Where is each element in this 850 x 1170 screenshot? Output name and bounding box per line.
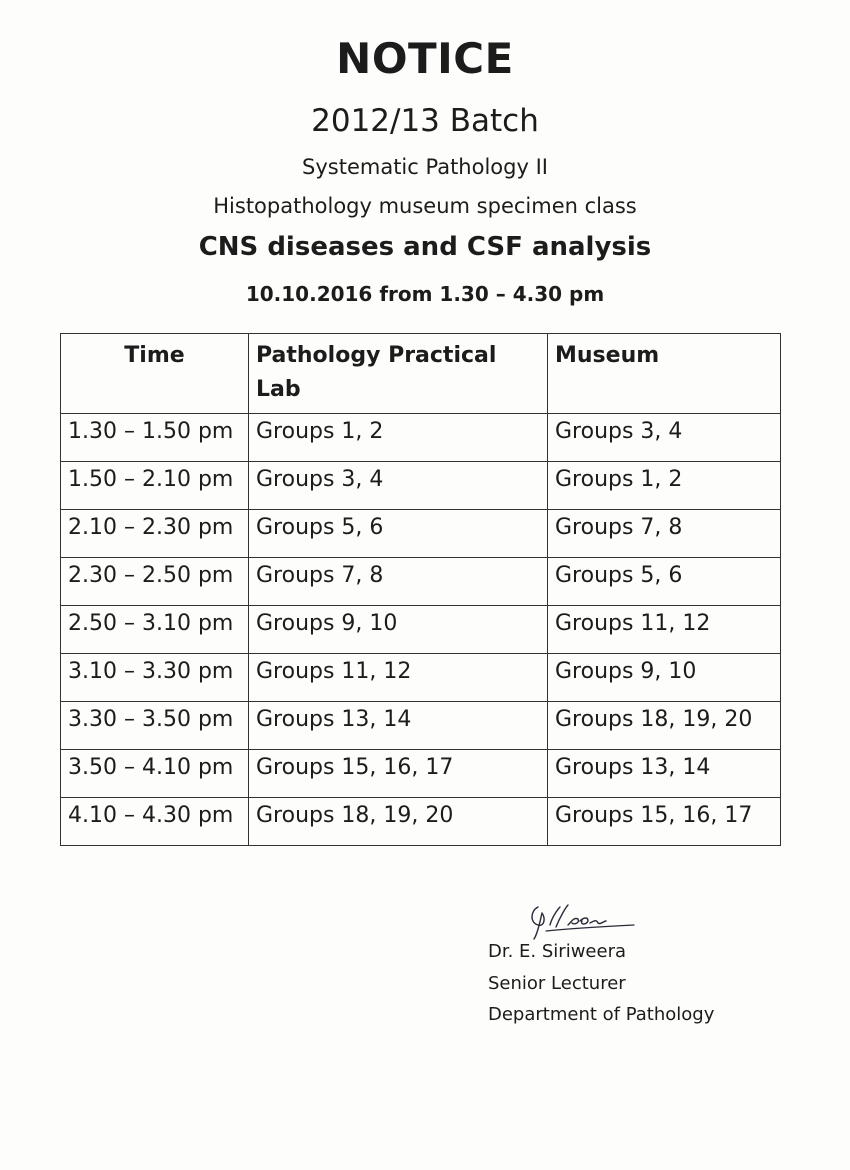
- batch-heading: 2012/13 Batch: [311, 103, 539, 139]
- notice-title: NOTICE: [336, 34, 514, 83]
- time-cell: 3.50 – 4.10 pm: [61, 750, 249, 798]
- museum-groups-cell: Groups 15, 16, 17: [548, 798, 781, 846]
- table-row: [61, 750, 781, 798]
- lab-groups-cell: Groups 13, 14: [249, 702, 548, 750]
- table-row: [61, 798, 781, 846]
- table-row: [61, 510, 781, 558]
- time-cell: 4.10 – 4.30 pm: [61, 798, 249, 846]
- course-name: Systematic Pathology II: [302, 155, 548, 179]
- table-row: [61, 654, 781, 702]
- museum-groups-cell: Groups 5, 6: [548, 558, 781, 606]
- header-practical-lab: Pathology Practical Lab: [249, 334, 548, 414]
- signatory-name: Dr. E. Siriweera: [488, 941, 626, 962]
- table-row: [61, 558, 781, 606]
- table-row: [61, 414, 781, 462]
- lab-groups-cell: Groups 5, 6: [249, 510, 548, 558]
- museum-groups-cell: Groups 11, 12: [548, 606, 781, 654]
- museum-groups-cell: Groups 9, 10: [548, 654, 781, 702]
- lab-groups-cell: Groups 3, 4: [249, 462, 548, 510]
- header-museum: Museum: [548, 334, 781, 414]
- lab-groups-cell: Groups 7, 8: [249, 558, 548, 606]
- handwritten-signature: [516, 895, 636, 945]
- museum-groups-cell: Groups 1, 2: [548, 462, 781, 510]
- time-cell: 3.30 – 3.50 pm: [61, 702, 249, 750]
- schedule-table: [60, 333, 781, 846]
- signatory-department: Department of Pathology: [488, 1004, 715, 1025]
- lab-groups-cell: Groups 15, 16, 17: [249, 750, 548, 798]
- time-cell: 2.30 – 2.50 pm: [61, 558, 249, 606]
- signatory-title: Senior Lecturer: [488, 973, 626, 994]
- time-cell: 2.10 – 2.30 pm: [61, 510, 249, 558]
- topic-heading: CNS diseases and CSF analysis: [198, 232, 652, 262]
- date-time: 10.10.2016 from 1.30 – 4.30 pm: [245, 282, 605, 306]
- table-header-row: [61, 334, 781, 414]
- table-row: [61, 462, 781, 510]
- museum-groups-cell: Groups 13, 14: [548, 750, 781, 798]
- time-cell: 1.30 – 1.50 pm: [61, 414, 249, 462]
- museum-groups-cell: Groups 18, 19, 20: [548, 702, 781, 750]
- museum-groups-cell: Groups 3, 4: [548, 414, 781, 462]
- class-name: Histopathology museum specimen class: [213, 194, 637, 218]
- table-row: [61, 606, 781, 654]
- time-cell: 1.50 – 2.10 pm: [61, 462, 249, 510]
- header-time: Time: [61, 334, 249, 414]
- museum-groups-cell: Groups 7, 8: [548, 510, 781, 558]
- lab-groups-cell: Groups 9, 10: [249, 606, 548, 654]
- time-cell: 3.10 – 3.30 pm: [61, 654, 249, 702]
- time-cell: 2.50 – 3.10 pm: [61, 606, 249, 654]
- lab-groups-cell: Groups 1, 2: [249, 414, 548, 462]
- table-row: [61, 702, 781, 750]
- lab-groups-cell: Groups 11, 12: [249, 654, 548, 702]
- lab-groups-cell: Groups 18, 19, 20: [249, 798, 548, 846]
